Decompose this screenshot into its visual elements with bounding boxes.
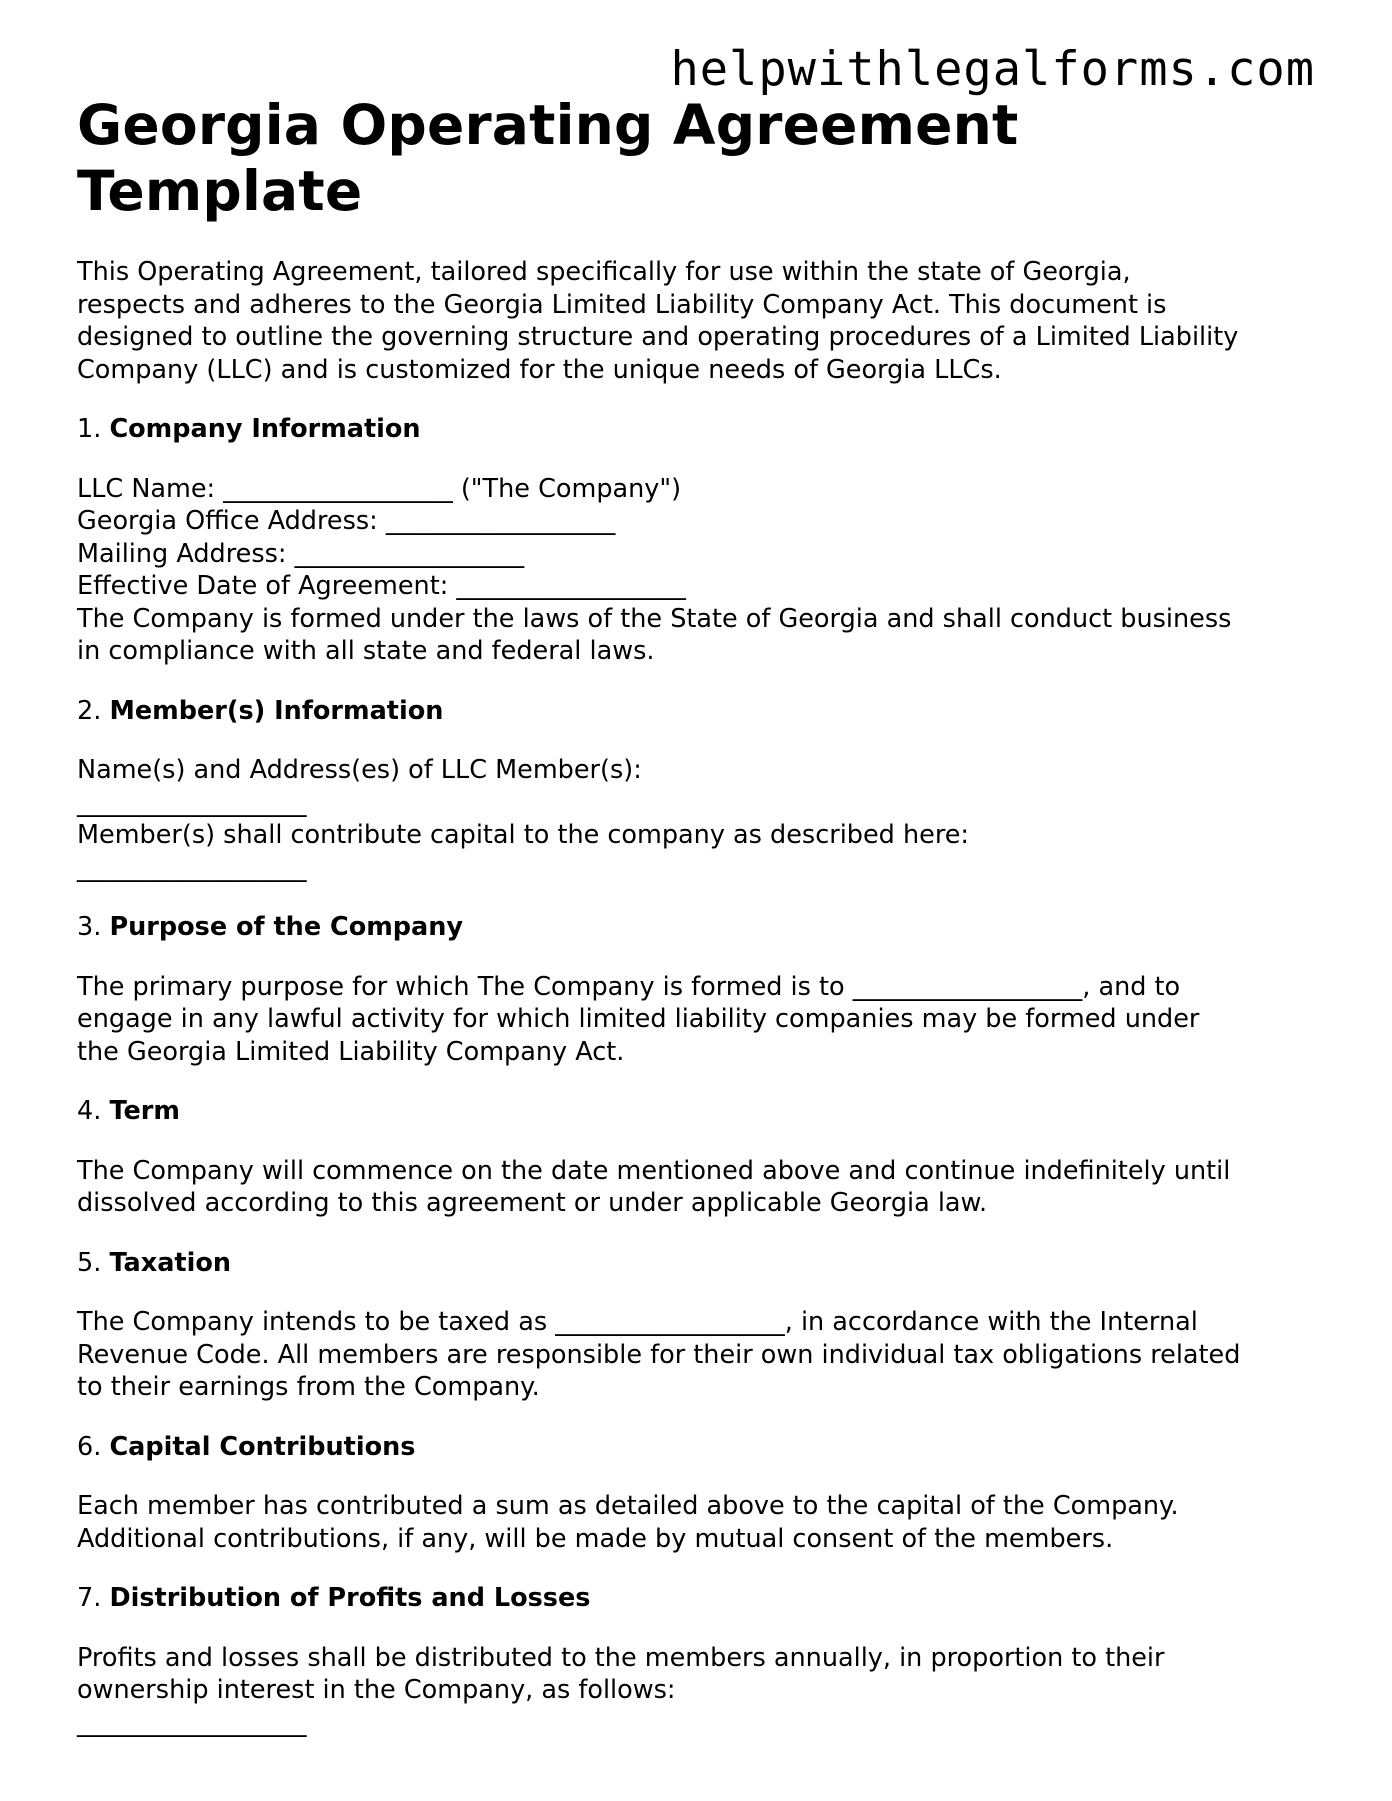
section-heading <box>77 1095 1317 1128</box>
body-line: in compliance with all state and federal laws. <box>77 636 655 666</box>
body-line: Additional contributions, if any, will be made by mutual consent of the members. <box>77 1523 1114 1554</box>
section-title: Capital Contributions <box>109 1431 416 1462</box>
section-number: 3. <box>77 912 102 942</box>
body-line: the Georgia Limited Liability Company Act. <box>77 1036 625 1067</box>
section-company-information <box>77 413 1317 668</box>
body-line: engage in any lawful activity for which limited liability companies may be formed under <box>77 1004 1200 1034</box>
intro-line: respects and adheres to the Georgia Limited Liability Company Act. This document is <box>77 289 1167 320</box>
section-number: 6. <box>77 1431 102 1462</box>
section-number: 1. <box>77 414 102 444</box>
section-members-information <box>77 695 1317 885</box>
section-title: Company Information <box>109 414 421 444</box>
body-line: dissolved according to this agreement or under applicable Georgia law. <box>77 1188 988 1218</box>
distribution-blank: __________________ <box>77 1707 307 1738</box>
office-address-field: Georgia Office Address: __________________ <box>77 506 616 536</box>
body-line: Revenue Code. All members are responsible for their own individual tax obligations related <box>77 1339 1241 1370</box>
llc-name-field: LLC Name: __________________ ("The Company") <box>77 473 682 504</box>
body-line: The Company is formed under the laws of the State of Georgia and shall conduct business <box>77 603 1232 634</box>
section-heading <box>77 695 1317 728</box>
members-blank: __________________ <box>77 787 307 818</box>
body-line: Member(s) shall contribute capital to the company as described here: <box>77 820 970 850</box>
watermark: helpwithlegalforms.com <box>670 42 1315 97</box>
intro-paragraph <box>77 256 1317 386</box>
section-number: 5. <box>77 1247 102 1278</box>
section-number: 4. <box>77 1096 102 1126</box>
effective-date-field: Effective Date of Agreement: __________________ <box>77 571 686 601</box>
section-term <box>77 1095 1317 1220</box>
section-capital-contributions <box>77 1431 1317 1556</box>
body-line: ownership interest in the Company, as follows: <box>77 1675 676 1705</box>
document-title: Georgia Operating Agreement Template <box>77 93 1019 223</box>
section-distribution <box>77 1582 1317 1739</box>
body-line: Profits and losses shall be distributed to the members annually, in proportion to their <box>77 1642 1165 1673</box>
mailing-address-field: Mailing Address: __________________ <box>77 538 525 569</box>
section-title: Taxation <box>109 1247 232 1278</box>
section-heading <box>77 1431 1317 1464</box>
taxation-field: The Company intends to be taxed as __________________, in accordance with the Internal <box>77 1307 1198 1337</box>
intro-line: This Operating Agreement, tailored specifically for use within the state of Georgia, <box>77 257 1131 287</box>
section-title: Term <box>109 1096 180 1126</box>
intro-line: designed to outline the governing structure and operating procedures of a Limited Liability <box>77 322 1239 352</box>
section-number: 7. <box>77 1583 102 1613</box>
section-title: Purpose of the Company <box>109 912 464 942</box>
capital-blank: __________________ <box>77 852 307 883</box>
section-heading <box>77 1247 1317 1280</box>
section-title: Distribution of Profits and Losses <box>109 1583 591 1613</box>
section-title: Member(s) Information <box>109 695 444 726</box>
section-heading <box>77 413 1317 446</box>
body-line: Each member has contributed a sum as detailed above to the capital of the Company. <box>77 1491 1179 1521</box>
section-taxation <box>77 1247 1317 1404</box>
intro-line: Company (LLC) and is customized for the unique needs of Georgia LLCs. <box>77 354 1002 385</box>
purpose-field: The primary purpose for which The Company is formed is to __________________, and to <box>77 971 1181 1002</box>
document-page <box>77 44 1317 1739</box>
body-line: The Company will commence on the date mentioned above and continue indefinitely until <box>77 1155 1231 1186</box>
body-line: to their earnings from the Company. <box>77 1372 540 1402</box>
section-heading <box>77 911 1317 944</box>
body-line: Name(s) and Address(es) of LLC Member(s): <box>77 755 642 785</box>
section-number: 2. <box>77 695 102 726</box>
section-purpose <box>77 911 1317 1068</box>
section-heading <box>77 1582 1317 1615</box>
